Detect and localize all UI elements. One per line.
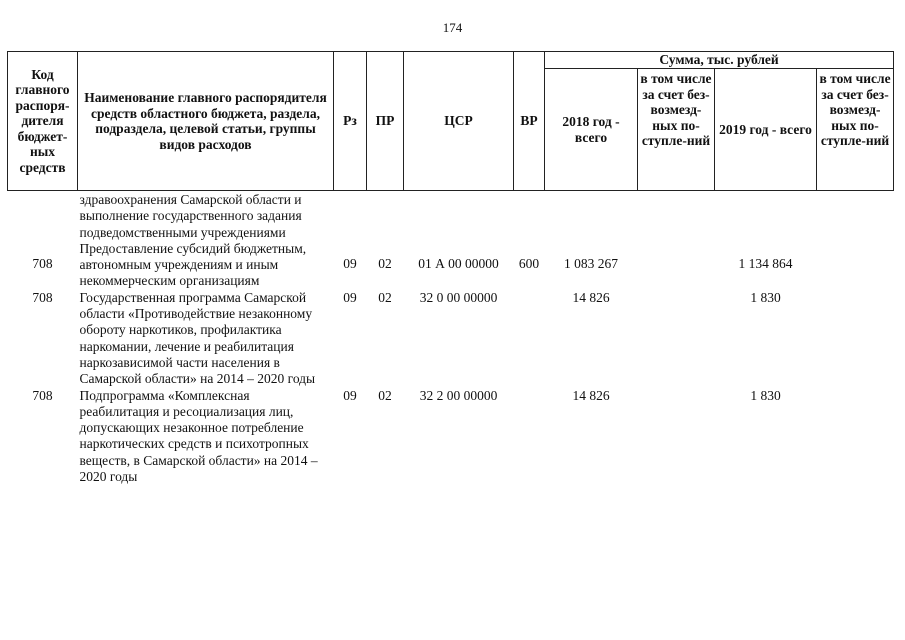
row-pr: 02	[378, 387, 392, 403]
row-csr: 32 2 00 00000	[419, 387, 498, 403]
header-2018-total: 2018 год - всего	[545, 69, 638, 191]
row-csr: 01 А 00 00000	[418, 256, 499, 271]
row-name: Государственная программа Самарской области «Противодействие незаконному обороту наркотиков, профилактика наркомании, лечение и реабилитация наркозависимой части населения в Самарской области» на 2014 – 2020 годы	[79, 289, 316, 387]
header-2018-grants: в том числе за счет без-возмезд-ных по-ступле-ний	[638, 69, 715, 191]
row-2018-grants	[638, 290, 715, 388]
row-2019-total: 1 830	[750, 289, 781, 305]
header-pr: ПР	[367, 52, 404, 191]
header-csr: ЦСР	[404, 52, 514, 191]
row-2018-grants	[638, 191, 715, 290]
row-2018-grants	[638, 388, 715, 486]
row-2019-total: 1 830	[750, 387, 781, 403]
row-name-continuation: здравоохранения Самарской области и выполнение государственного задания подведомственными учреждениями	[79, 192, 302, 240]
row-csr: 32 0 00 00000	[419, 289, 498, 305]
row-rz: 09	[343, 256, 357, 271]
row-2018-total: 14 826	[572, 387, 610, 403]
row-2019-total: 1 134 864	[738, 256, 793, 271]
row-name-text: Предоставление субсидий бюджетным, автономным учреждениям и иным некоммерческим организациям	[79, 240, 307, 289]
page-number: 174	[442, 20, 463, 35]
header-name: Наименование главного распорядителя средств областного бюджета, раздела, подраздела, целевой статьи, группы видов расходов	[78, 52, 334, 191]
table-row	[8, 388, 894, 486]
row-2019-grants	[817, 388, 894, 486]
row-code: 708	[32, 387, 53, 403]
row-vr	[514, 388, 545, 486]
row-2018-total: 14 826	[572, 289, 610, 305]
row-pr: 02	[378, 256, 392, 271]
row-vr: 600	[518, 256, 540, 271]
header-rz: Рз	[334, 52, 367, 191]
header-2019-grants: в том числе за счет без-возмезд-ных по-ступле-ний	[817, 69, 894, 191]
header-sum-group: Сумма, тыс. рублей	[545, 52, 894, 69]
header-2019-total: 2019 год - всего	[715, 69, 817, 191]
header-code: Код главного распоря-дителя бюджет-ных средств	[8, 52, 78, 191]
row-code: 708	[32, 289, 53, 305]
row-code: 708	[32, 256, 53, 271]
table-row	[8, 290, 894, 388]
header-vr: ВР	[514, 52, 545, 191]
row-2019-grants	[817, 191, 894, 290]
row-2018-total: 1 083 267	[564, 256, 618, 271]
row-name: Подпрограмма «Комплексная реабилитация и ресоциализация лиц, допускающих незаконное потребление наркотических средств и психотропных веществ, в Самарской области» на 2014 – 2020 годы	[79, 387, 318, 485]
row-vr	[514, 290, 545, 388]
row-2019-grants	[817, 290, 894, 388]
table-row	[8, 191, 894, 290]
row-pr: 02	[378, 289, 392, 305]
table-header	[8, 52, 894, 191]
row-rz: 09	[343, 387, 357, 403]
budget-table	[7, 51, 894, 485]
row-name	[78, 191, 334, 290]
row-rz: 09	[343, 289, 357, 305]
